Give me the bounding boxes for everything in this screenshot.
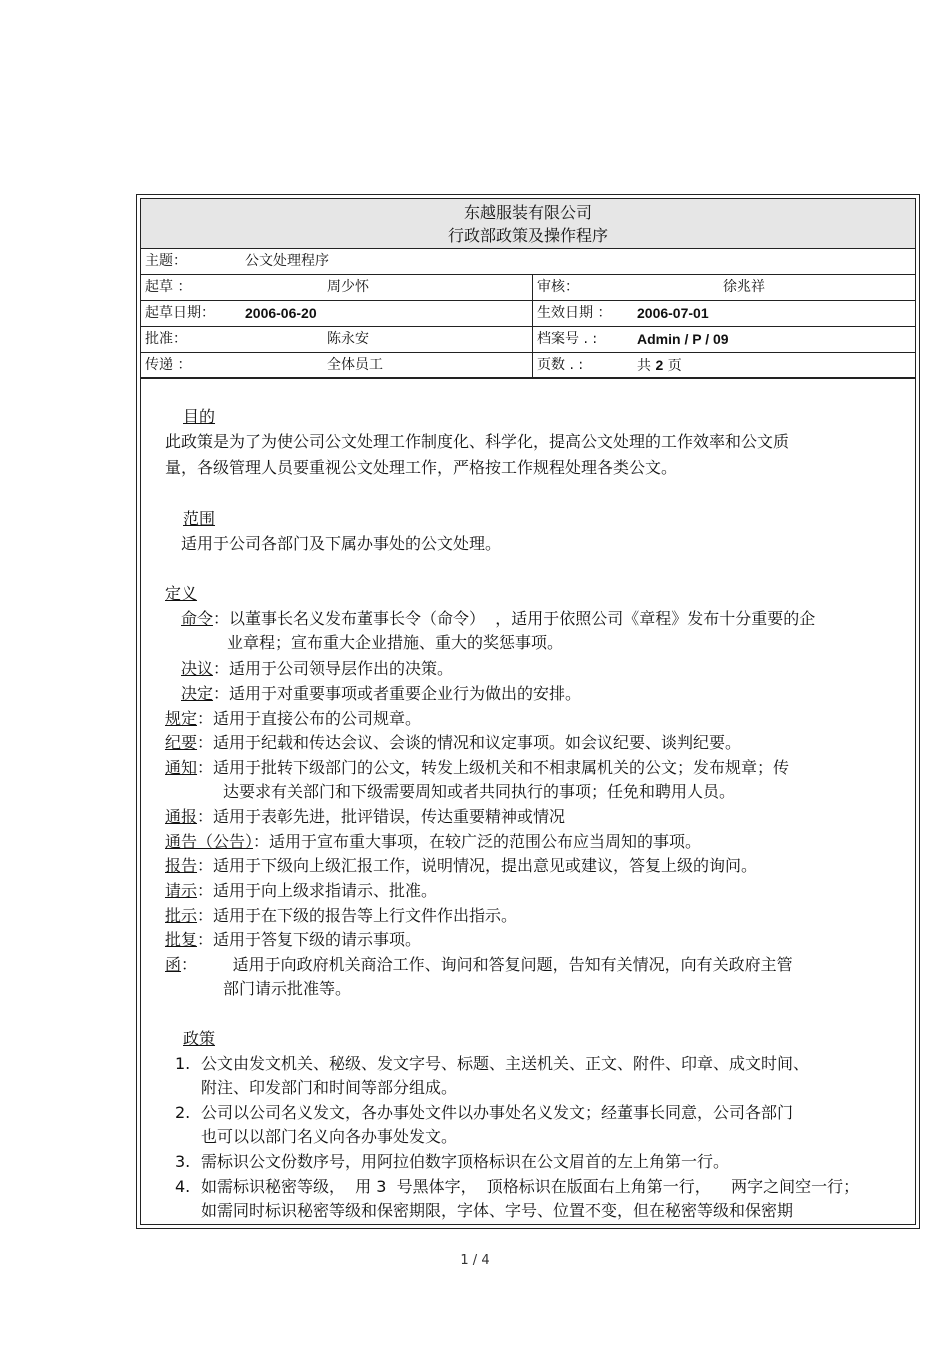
approver-label: 批准： bbox=[145, 331, 187, 347]
policy-item bbox=[175, 1053, 809, 1075]
definition-item bbox=[165, 855, 757, 877]
definition-text: ：适用于在下级的报告等上行文件作出指示。 bbox=[197, 906, 518, 925]
info-row-dates bbox=[141, 301, 915, 327]
definition-text: ：以董事长名义发布董事长令（命令） ，适用于依照公司《章程》发布十分重要的企 bbox=[213, 609, 816, 628]
definition-term: 纪要 bbox=[165, 733, 198, 752]
policy-item-text: 公司以公司名义发文，各办事处文件以办事处名义发文；经董事长同意，公司各部门 bbox=[201, 1103, 794, 1122]
drafter-value: 周少怀 bbox=[327, 279, 369, 295]
reviewer-label: 审核： bbox=[537, 279, 579, 295]
reviewer-value: 徐兆祥 bbox=[723, 279, 765, 295]
definition-text: ：适用于公司领导层作出的决策。 bbox=[213, 659, 454, 678]
definition-item bbox=[165, 954, 793, 976]
definition-text: ：适用于答复下级的请示事项。 bbox=[197, 930, 422, 949]
scope-line-1: 适用于公司各部门及下属办事处的公文处理。 bbox=[181, 534, 502, 553]
policy-item-number: 2. bbox=[175, 1103, 191, 1122]
scope-heading: 范围 bbox=[183, 509, 216, 528]
definition-term: 批示 bbox=[165, 906, 198, 925]
definition-term: 函 bbox=[165, 955, 182, 974]
policy-item-number: 3. bbox=[175, 1152, 191, 1171]
definition-text: ：适用于纪载和传达会议、会谈的情况和议定事项。如会议纪要、谈判纪要。 bbox=[197, 733, 742, 752]
subject-value: 公文处理程序 bbox=[245, 253, 329, 269]
effective-date-label: 生效日期 ： bbox=[537, 305, 612, 321]
policy-item bbox=[175, 1151, 729, 1173]
definition-continuation: 部门请示批准等。 bbox=[223, 979, 352, 998]
purpose-heading: 目的 bbox=[183, 407, 216, 426]
definition-item bbox=[181, 608, 815, 630]
definition-term: 决议 bbox=[181, 659, 214, 678]
drafter-label: 起草 ： bbox=[145, 279, 192, 295]
distribution-value: 全体员工 bbox=[327, 357, 383, 373]
document-inner-frame bbox=[140, 198, 916, 1225]
definitions-heading: 定义 bbox=[165, 584, 198, 603]
definition-text: ：适用于向上级求指请示、批准。 bbox=[197, 881, 438, 900]
policy-item-text: 公文由发文机关、秘级、发文字号、标题、主送机关、正文、附件、印章、成文时间、 bbox=[201, 1054, 810, 1073]
definition-item bbox=[165, 757, 789, 779]
draft-date-label: 起草日期： bbox=[145, 305, 215, 321]
page-count-value bbox=[637, 353, 682, 379]
definition-item bbox=[165, 905, 517, 927]
definition-text: ：适用于批转下级部门的公文，转发上级机关和不相隶属机关的公文；发布规章；传 bbox=[197, 758, 790, 777]
definition-term: 决定 bbox=[181, 684, 214, 703]
approver-value: 陈永安 bbox=[327, 331, 369, 347]
definition-text: ：适用于下级向上级汇报工作，说明情况，提出意见或建议，答复上级的询问。 bbox=[197, 856, 758, 875]
definition-term: 规定 bbox=[165, 709, 198, 728]
definition-text: ： 适用于向政府机关商洽工作、询问和答复问题，告知有关情况，向有关政府主管 bbox=[181, 955, 793, 974]
distribution-label: 传递 ： bbox=[145, 357, 192, 373]
definition-term: 报告 bbox=[165, 856, 198, 875]
definition-text: ：适用于表彰先进，批评错误，传达重要精神或情况 bbox=[197, 807, 566, 826]
definition-item bbox=[165, 831, 701, 853]
policy-item-continuation: 附注、印发部门和时间等部分组成。 bbox=[201, 1078, 458, 1097]
page-count-prefix: 共 bbox=[637, 358, 651, 374]
definition-term: 通知 bbox=[165, 758, 198, 777]
policy-heading: 政策 bbox=[183, 1029, 216, 1048]
info-row-drafter bbox=[141, 275, 915, 301]
page-count-suffix: 页 bbox=[667, 358, 682, 374]
definition-text: ：适用于直接公布的公司规章。 bbox=[197, 709, 422, 728]
definition-item bbox=[165, 929, 421, 951]
definition-item bbox=[165, 708, 421, 730]
info-row-distribution bbox=[141, 353, 915, 379]
policy-item-number: 1. bbox=[175, 1054, 191, 1073]
definition-item bbox=[165, 806, 565, 828]
purpose-line-2: 量，各级管理人员要重视公文处理工作，严格按工作规程处理各类公文。 bbox=[165, 458, 678, 477]
document-title: 行政部政策及操作程序 bbox=[447, 226, 608, 245]
definition-term: 批复 bbox=[165, 930, 198, 949]
policy-item-continuation: 也可以以部门名义向各办事处发文。 bbox=[201, 1127, 458, 1146]
file-number-value: Admin / P / 09 bbox=[637, 331, 729, 347]
effective-date-value: 2006-07-01 bbox=[637, 305, 709, 321]
definition-continuation: 业章程；宣布重大企业措施、重大的奖惩事项。 bbox=[227, 633, 564, 652]
definition-item bbox=[165, 880, 437, 902]
definition-term: 命令 bbox=[181, 609, 214, 628]
company-name: 东越服装有限公司 bbox=[463, 203, 592, 222]
document-header bbox=[141, 199, 915, 249]
policy-item-text: 需标识公文份数序号，用阿拉伯数字顶格标识在公文眉首的左上角第一行。 bbox=[201, 1152, 730, 1171]
definition-item bbox=[165, 732, 741, 754]
definition-term: 通报 bbox=[165, 807, 198, 826]
definition-term: 请示 bbox=[165, 881, 198, 900]
file-number-label: 档案号 . : bbox=[537, 331, 598, 347]
definition-item bbox=[181, 658, 453, 680]
definition-text: ：适用于对重要事项或者重要企业行为做出的安排。 bbox=[213, 684, 582, 703]
policy-item-continuation: 如需同时标识秘密等级和保密期限，字体、字号、位置不变，但在秘密等级和保密期 bbox=[201, 1201, 794, 1220]
page-count-number: 2 bbox=[655, 357, 664, 373]
definition-item bbox=[181, 683, 581, 705]
info-row-subject bbox=[141, 249, 915, 275]
definition-term: 通告（公告） bbox=[165, 832, 254, 851]
definition-continuation: 达要求有关部门和下级需要周知或者共同执行的事项；任免和聘用人员。 bbox=[223, 782, 736, 801]
page-count-label: 页数 . : bbox=[537, 357, 584, 373]
purpose-line-1: 此政策是为了为使公司公文处理工作制度化、科学化，提高公文处理的工作效率和公文质 bbox=[165, 432, 790, 451]
subject-label: 主题： bbox=[145, 253, 187, 269]
policy-item bbox=[175, 1176, 859, 1198]
draft-date-value: 2006-06-20 bbox=[245, 305, 317, 321]
definition-text: ：适用于宣布重大事项，在较广泛的范围公布应当周知的事项。 bbox=[253, 832, 702, 851]
policy-item-text: 如需标识秘密等级， 用 3 号黑体字， 顶格标识在版面右上角第一行， 两字之间空一行； bbox=[201, 1177, 860, 1196]
info-row-approver bbox=[141, 327, 915, 353]
policy-item-number: 4. bbox=[175, 1177, 191, 1196]
document-frame bbox=[136, 194, 920, 1229]
policy-item bbox=[175, 1102, 793, 1124]
page-number: 1 / 4 bbox=[460, 1253, 490, 1268]
